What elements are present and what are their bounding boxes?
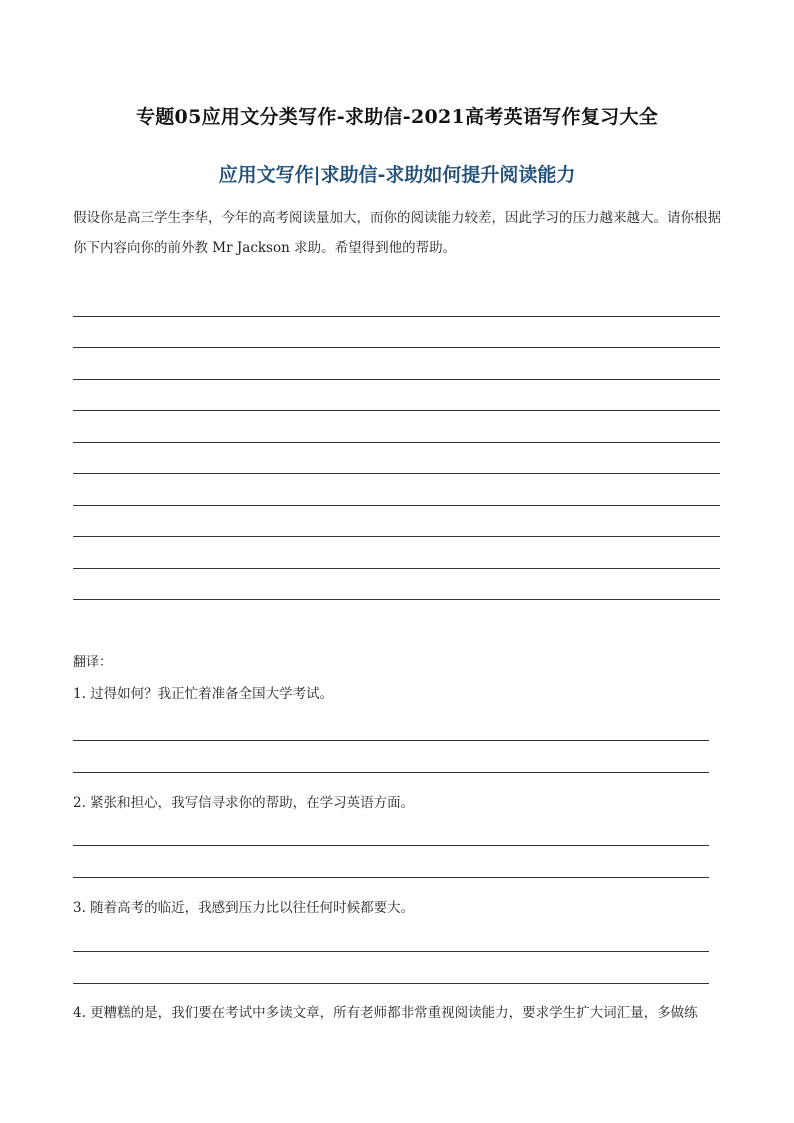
writing-prompt: 假设你是高三学生李华，今年的高考阅读量加大，而你的阅读能力较差，因此学习的压力越来越大。请你根据你下内容向你的前外教 Mr Jackson 求助。希望得到他的帮助。 [73, 210, 721, 256]
writing-line[interactable] [73, 317, 720, 349]
answer-line[interactable] [73, 772, 709, 773]
writing-line[interactable] [73, 443, 720, 475]
translation-item-3: 3. 随着高考的临近，我感到压力比以往任何时候都要大。 [73, 900, 415, 916]
writing-line[interactable] [73, 569, 720, 601]
answer-line[interactable] [73, 877, 709, 878]
answer-line[interactable] [73, 983, 709, 984]
writing-area[interactable] [73, 285, 720, 600]
translation-item-1: 1. 过得如何？我正忙着准备全国大学考试。 [73, 686, 334, 702]
writing-line[interactable] [73, 506, 720, 538]
writing-line[interactable] [73, 380, 720, 412]
answer-line[interactable] [73, 845, 709, 846]
translation-item-4: 4. 更糟糕的是，我们要在考试中多读文章，所有老师都非常重视阅读能力，要求学生扩大词汇量，多做练 [73, 1005, 698, 1021]
translate-label: 翻译： [73, 655, 113, 670]
writing-line[interactable] [73, 348, 720, 380]
writing-line[interactable] [73, 285, 720, 317]
writing-line[interactable] [73, 537, 720, 569]
writing-line[interactable] [73, 411, 720, 443]
translation-item-2: 2. 紧张和担心，我写信寻求你的帮助，在学习英语方面。 [73, 795, 415, 811]
document-title: 专题05应用文分类写作-求助信-2021高考英语写作复习大全 [135, 106, 659, 128]
document-subtitle: 应用文写作|求助信-求助如何提升阅读能力 [218, 164, 576, 186]
writing-line[interactable] [73, 474, 720, 506]
answer-line[interactable] [73, 951, 709, 952]
answer-line[interactable] [73, 740, 709, 741]
